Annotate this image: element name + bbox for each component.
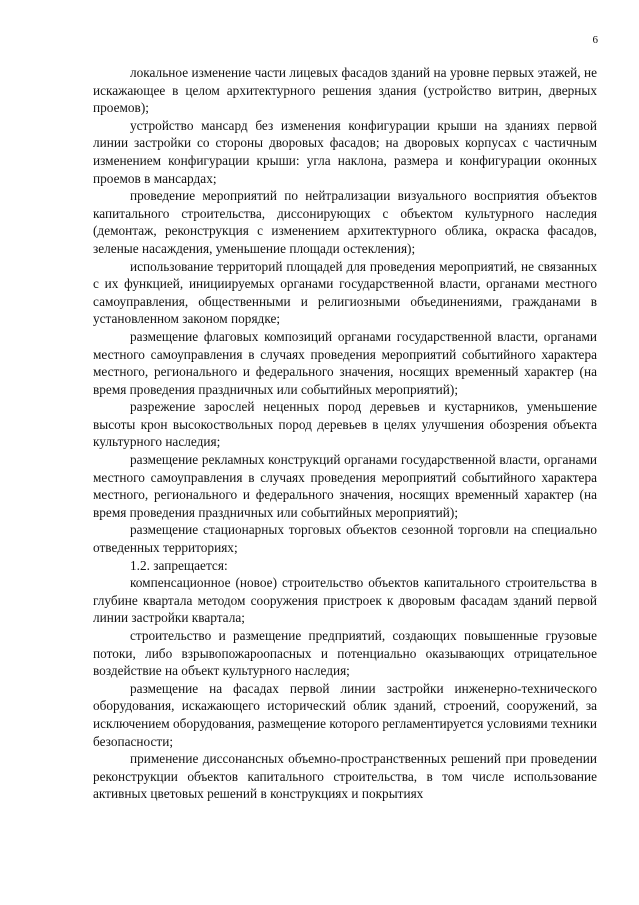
section-heading-prohibited: 1.2. запрещается: [130,557,228,573]
page-number: 6 [592,34,598,46]
paragraph-neutralization-measures: проведение мероприятий по нейтрализации визуального восприятия объектов капитального строительства, диссонирующих с объектом культурного наследия (демонтаж, реконструкция с изменением архитектурного облика, окраска фасадов, зеленые насаждения, уменьшение площади остекления); [93,188,597,256]
body-text [93,64,597,803]
paragraph-flag-compositions: размещение флаговых композиций органами государственной власти, органами местного самоуправления в случаях проведения мероприятий событийного характера местного, регионального и федерального значения, носящих временный характер (на время проведения праздничных или событийных мероприятий); [93,328,597,397]
paragraph-square-usage: использование территорий площадей для проведения мероприятий, не связанных с их функцией, инициируемых органами государственной власти, органами местного самоуправления, общественными и религиозными объединениями, гражданами в установленном законом порядке; [93,258,597,327]
paragraph-dissonant-solutions: применение диссонансных объемно-пространственных решений при проведении реконструкции объектов капитального строительства, в том числе использование активных цветовых решений в конструкциях и покрытиях [93,751,597,802]
paragraph-advertising-structures: размещение рекламных конструкций органами государственной власти, органами местного самоуправления в случаях проведения мероприятий событийного характера местного, регионального и федерального значения, носящих временный характер (на время проведения праздничных или событийных мероприятий); [93,452,597,520]
paragraph-compensatory-construction: компенсационное (новое) строительство объектов капитального строительства в глубине квартала методом сооружения пристроек к дворовым фасадам зданий первой линии застройки квартала; [93,575,597,626]
paragraph-storefront-changes: локальное изменение части лицевых фасадов зданий на уровне первых этажей, не искажающее в целом архитектурного решения здания (устройство витрин, дверных проемов); [93,65,597,116]
paragraph-tree-thinning: разрежение зарослей неценных пород деревьев и кустарников, уменьшение высоты крон высокоствольных пород деревьев в целях улучшения обозрения объекта культурного наследия; [93,399,597,450]
paragraph-enterprises: строительство и размещение предприятий, создающих повышенные грузовые потоки, либо взрывопожароопасных и потенциально оказывающих отрицательное воздействие на объект культурного наследия; [93,628,597,679]
paragraph-mansard-roofs: устройство мансард без изменения конфигурации крыши на зданиях первой линии застройки со стороны дворовых фасадов; на дворовых корпусах с частичным изменением конфигурации крыши: угла наклона, размера и конфигурации оконных проемов в мансардах; [93,117,597,186]
paragraph-seasonal-trade: размещение стационарных торговых объектов сезонной торговли на специально отведенных территориях; [93,522,597,556]
paragraph-facade-equipment: размещение на фасадах первой линии застройки инженерно-технического оборудования, искажающего исторический облик зданий, строений, сооружений, за исключением оборудования, размещение которого регламентируется условиями техники безопасности; [93,680,597,749]
